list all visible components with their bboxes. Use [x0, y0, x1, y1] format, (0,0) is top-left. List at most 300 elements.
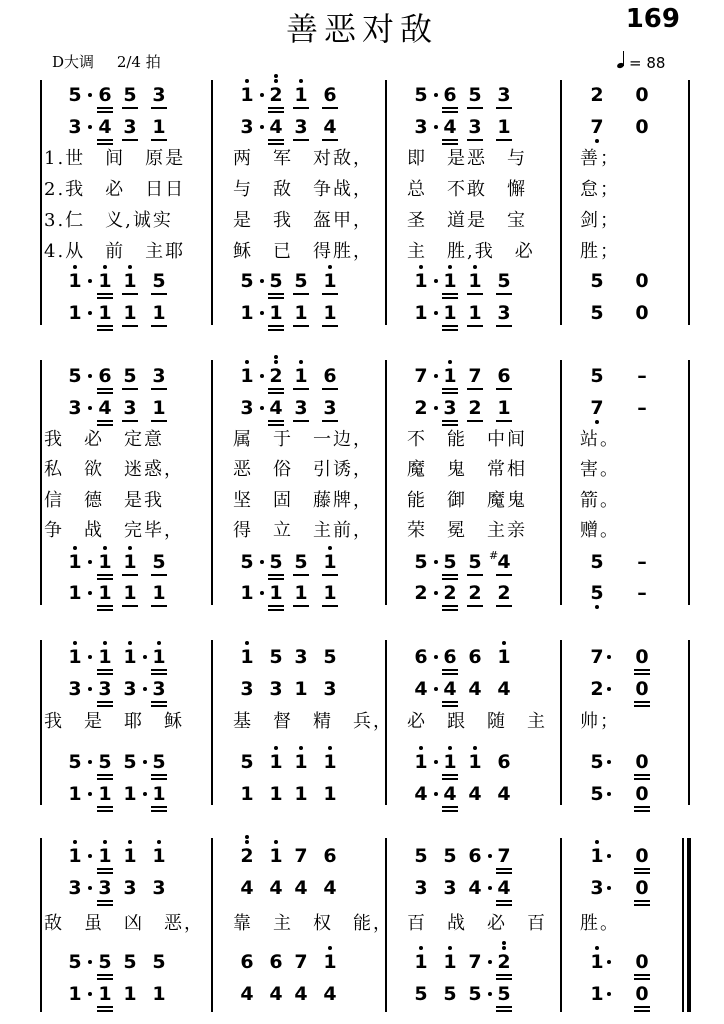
tempo-marking — [617, 50, 665, 72]
note-1: 1 — [292, 85, 310, 105]
underline — [634, 810, 650, 812]
lyric-line: 即 是恶 与 — [407, 148, 527, 169]
augmentation-dot — [434, 655, 438, 659]
note-4: 4 — [267, 117, 285, 137]
augmentation-dot — [434, 93, 438, 97]
note-2: 2 — [466, 398, 484, 418]
augmentation-dot — [488, 960, 492, 964]
augmentation-dot — [434, 760, 438, 764]
note-5: 5 — [443, 983, 457, 1005]
note-1: 1 — [412, 752, 430, 772]
note-5: 5 — [495, 271, 513, 291]
lyric-line: 基 督 精 兵， — [233, 711, 393, 732]
note-7: 7 — [414, 365, 428, 387]
underline — [496, 974, 512, 976]
underline — [97, 806, 113, 808]
underline — [97, 388, 113, 390]
note-4: 4 — [294, 877, 308, 899]
underline — [467, 139, 483, 141]
note-5: 5 — [590, 551, 604, 573]
high-octave-dot — [502, 946, 506, 950]
augmentation-dot — [434, 406, 438, 410]
note-7: 7 — [590, 646, 604, 668]
high-octave-dot — [245, 840, 249, 844]
note-1: 1 — [240, 582, 254, 604]
underline — [496, 978, 512, 980]
note-1: 1 — [150, 784, 168, 804]
note-1: 1 — [96, 271, 114, 291]
barline — [40, 640, 42, 805]
underline — [442, 325, 458, 327]
sustain-dash: – — [637, 397, 647, 419]
note-5: 5 — [121, 85, 139, 105]
underline — [122, 420, 138, 422]
high-octave-dot — [502, 641, 506, 645]
sustain-dash: – — [637, 582, 647, 604]
note-4: 4 — [323, 877, 337, 899]
underline — [97, 111, 113, 113]
underline — [97, 978, 113, 980]
note-4: 4 — [468, 678, 482, 700]
underline — [467, 325, 483, 327]
underline — [151, 605, 167, 607]
high-octave-dot — [103, 840, 107, 844]
note-1: 1 — [294, 678, 308, 700]
note-2: 2 — [414, 582, 428, 604]
note-5: 5 — [588, 583, 606, 603]
note-2: 2 — [495, 583, 513, 603]
note-1: 1 — [66, 647, 84, 667]
note-0: 0 — [633, 647, 651, 667]
note-4: 4 — [441, 784, 459, 804]
barline — [560, 80, 562, 325]
note-4: 4 — [96, 398, 114, 418]
underline — [268, 388, 284, 390]
underline — [442, 774, 458, 776]
augmentation-dot — [88, 93, 92, 97]
high-octave-dot — [245, 360, 249, 364]
note-3: 3 — [68, 678, 82, 700]
augmentation-dot — [88, 560, 92, 564]
lyric-line: 我 是 耶 稣 — [44, 711, 184, 732]
augmentation-dot — [260, 125, 264, 129]
note-1: 1 — [321, 303, 339, 323]
underline — [268, 297, 284, 299]
underline — [293, 107, 309, 109]
note-1: 1 — [267, 303, 285, 323]
underline — [97, 139, 113, 141]
sustain-dash: – — [637, 551, 647, 573]
underline — [97, 904, 113, 906]
underline — [634, 974, 650, 976]
note-0: 0 — [633, 679, 651, 699]
underline — [442, 297, 458, 299]
note-1: 1 — [321, 271, 339, 291]
note-5: 5 — [240, 751, 254, 773]
high-octave-dot — [157, 641, 161, 645]
note-7: 7 — [294, 845, 308, 867]
augmentation-dot — [607, 687, 611, 691]
high-octave-dot — [274, 355, 278, 359]
augmentation-dot — [488, 854, 492, 858]
note-5: 5 — [292, 552, 310, 572]
note-5: 5 — [152, 951, 166, 973]
lyric-line: 箭。 — [580, 490, 620, 511]
underline — [442, 111, 458, 113]
note-3: 3 — [414, 116, 428, 138]
note-5: 5 — [150, 752, 168, 772]
high-octave-dot — [419, 265, 423, 269]
augmentation-dot — [260, 279, 264, 283]
underline — [322, 293, 338, 295]
underline — [268, 107, 284, 109]
key-signature: D大调 — [52, 53, 95, 71]
underline — [634, 669, 650, 671]
lyric-line: 剑； — [580, 210, 620, 231]
note-1: 1 — [96, 647, 114, 667]
underline — [268, 139, 284, 141]
note-5: 5 — [121, 366, 139, 386]
lyric-line: 4.从 前 主耶 — [44, 241, 186, 262]
low-octave-dot — [595, 605, 599, 609]
lyric-line: 敌 虽 凶 恶， — [44, 913, 204, 934]
underline — [151, 107, 167, 109]
underline — [97, 143, 113, 145]
high-octave-dot — [103, 546, 107, 550]
note-6: 6 — [240, 951, 254, 973]
note-6: 6 — [441, 647, 459, 667]
note-1: 1 — [150, 117, 168, 137]
note-5: 5 — [590, 365, 604, 387]
note-1: 1 — [96, 984, 114, 1004]
note-1: 1 — [68, 302, 82, 324]
underline — [151, 293, 167, 295]
underline — [268, 325, 284, 327]
augmentation-dot — [88, 125, 92, 129]
underline — [442, 388, 458, 390]
note-1: 1 — [96, 784, 114, 804]
high-octave-dot — [73, 546, 77, 550]
note-2: 2 — [590, 678, 604, 700]
note-1: 1 — [441, 952, 459, 972]
note-3: 3 — [152, 877, 166, 899]
note-5: 5 — [269, 646, 283, 668]
underline — [97, 701, 113, 703]
underline — [496, 325, 512, 327]
note-1: 1 — [96, 552, 114, 572]
underline — [122, 107, 138, 109]
note-4: 4 — [321, 117, 339, 137]
underline — [442, 420, 458, 422]
note-6: 6 — [96, 85, 114, 105]
underline — [293, 574, 309, 576]
underline — [442, 806, 458, 808]
underline — [442, 605, 458, 607]
high-octave-dot — [274, 746, 278, 750]
note-1: 1 — [150, 303, 168, 323]
augmentation-dot — [260, 311, 264, 315]
augmentation-dot — [260, 93, 264, 97]
augmentation-dot — [260, 406, 264, 410]
note-1: 1 — [121, 271, 139, 291]
underline — [496, 1010, 512, 1012]
note-4: 4 — [497, 678, 511, 700]
note-0: 0 — [633, 984, 651, 1004]
underline — [496, 872, 512, 874]
note-0: 0 — [635, 116, 649, 138]
note-1: 1 — [292, 366, 310, 386]
underline — [442, 574, 458, 576]
note-5: 5 — [414, 551, 428, 573]
note-4: 4 — [441, 679, 459, 699]
note-3: 3 — [96, 679, 114, 699]
underline — [97, 705, 113, 707]
lyric-line: 与 敌 争战， — [233, 179, 373, 200]
note-1: 1 — [323, 783, 337, 805]
underline — [293, 293, 309, 295]
note-5: 5 — [466, 85, 484, 105]
high-octave-dot — [448, 265, 452, 269]
note-4: 4 — [269, 983, 283, 1005]
underline — [268, 424, 284, 426]
note-1: 1 — [441, 752, 459, 772]
underline — [97, 1006, 113, 1008]
note-6: 6 — [497, 751, 511, 773]
lyric-line: 我 必 定意 — [44, 429, 164, 450]
high-octave-dot — [103, 641, 107, 645]
barline — [385, 360, 387, 605]
augmentation-dot — [260, 591, 264, 595]
augmentation-dot — [434, 560, 438, 564]
lyric-line: 稣 已 得胜， — [233, 241, 373, 262]
underline — [97, 609, 113, 611]
augmentation-dot — [607, 792, 611, 796]
augmentation-dot — [88, 960, 92, 964]
high-octave-dot — [128, 840, 132, 844]
note-3: 3 — [321, 398, 339, 418]
underline — [322, 605, 338, 607]
augmentation-dot — [434, 792, 438, 796]
underline — [634, 778, 650, 780]
note-6: 6 — [495, 366, 513, 386]
underline — [442, 293, 458, 295]
underline — [634, 868, 650, 870]
page-title: 善恶对敌 — [285, 10, 438, 48]
underline — [268, 609, 284, 611]
augmentation-dot — [143, 655, 147, 659]
note-1: 1 — [121, 552, 139, 572]
underline — [467, 420, 483, 422]
lyric-line: 百 战 必 百 — [407, 913, 547, 934]
low-octave-dot — [595, 420, 599, 424]
underline — [268, 111, 284, 113]
high-octave-dot — [502, 941, 506, 945]
underline — [97, 574, 113, 576]
note-4: 4 — [414, 678, 428, 700]
lyric-line: 必 跟 随 主 — [407, 711, 547, 732]
underline — [151, 669, 167, 671]
lyric-line: 总 不敢 懈 — [407, 179, 527, 200]
note-6: 6 — [321, 85, 339, 105]
underline — [97, 297, 113, 299]
note-3: 3 — [123, 678, 137, 700]
note-1: 1 — [121, 303, 139, 323]
low-octave-dot — [595, 139, 599, 143]
underline — [97, 774, 113, 776]
augmentation-dot — [88, 374, 92, 378]
barline — [211, 80, 213, 325]
lyric-line: 胜。 — [580, 913, 620, 934]
underline — [151, 778, 167, 780]
note-0: 0 — [635, 302, 649, 324]
lyric-line: 3.仁 义,诚实 — [44, 210, 173, 231]
underline — [97, 578, 113, 580]
underline — [322, 139, 338, 141]
barline — [688, 360, 690, 605]
augmentation-dot — [260, 374, 264, 378]
note-1: 1 — [441, 366, 459, 386]
lyric-line: 坚 固 藤牌， — [233, 490, 373, 511]
underline — [496, 388, 512, 390]
underline — [322, 388, 338, 390]
note-4: 4 — [294, 983, 308, 1005]
note-5: 5 — [466, 552, 484, 572]
note-4: 4 # — [495, 552, 513, 572]
note-6: 6 — [321, 366, 339, 386]
underline — [122, 574, 138, 576]
note-5: 5 — [240, 551, 254, 573]
underline — [97, 107, 113, 109]
lyric-line: 两 军 对敌， — [233, 148, 373, 169]
note-1: 1 — [267, 752, 285, 772]
underline — [151, 325, 167, 327]
high-octave-dot — [448, 946, 452, 950]
note-1: 1 — [68, 783, 82, 805]
lyric-line: 能 御 魔鬼 — [407, 490, 527, 511]
underline — [442, 143, 458, 145]
underline — [268, 329, 284, 331]
barline — [688, 640, 690, 805]
note-1: 1 — [466, 271, 484, 291]
barline — [211, 360, 213, 605]
augmentation-dot — [607, 760, 611, 764]
high-octave-dot — [328, 265, 332, 269]
underline — [634, 673, 650, 675]
note-4: 4 — [269, 877, 283, 899]
augmentation-dot — [143, 792, 147, 796]
note-5: 5 — [414, 845, 428, 867]
underline — [467, 293, 483, 295]
underline — [97, 669, 113, 671]
lyric-line: 属 于 一边， — [233, 429, 373, 450]
note-1: 1 — [96, 846, 114, 866]
lyric-line: 不 能 中间 — [407, 429, 527, 450]
note-2: 2 — [267, 85, 285, 105]
note-5: 5 — [240, 270, 254, 292]
underline — [97, 673, 113, 675]
high-octave-dot — [157, 840, 161, 844]
note-3: 3 — [68, 877, 82, 899]
note-6: 6 — [269, 951, 283, 973]
underline — [268, 578, 284, 580]
barline — [40, 360, 42, 605]
underline — [634, 872, 650, 874]
augmentation-dot — [488, 886, 492, 890]
note-2: 2 — [238, 846, 256, 866]
note-0: 0 — [635, 84, 649, 106]
augmentation-dot — [260, 560, 264, 564]
note-5: 5 — [443, 845, 457, 867]
note-3: 3 — [466, 117, 484, 137]
note-3: 3 — [240, 397, 254, 419]
note-4: 4 — [495, 878, 513, 898]
high-octave-dot — [245, 79, 249, 83]
high-octave-dot — [473, 265, 477, 269]
high-octave-dot — [299, 360, 303, 364]
note-7: 7 — [495, 846, 513, 866]
high-octave-dot — [299, 79, 303, 83]
note-1: 1 — [588, 952, 606, 972]
underline — [97, 1010, 113, 1012]
underline — [634, 1006, 650, 1008]
underline — [293, 139, 309, 141]
key-info — [52, 51, 179, 72]
note-4: 4 — [414, 783, 428, 805]
note-2: 2 — [466, 583, 484, 603]
high-octave-dot — [73, 641, 77, 645]
note-5: 5 — [292, 271, 310, 291]
high-octave-dot — [128, 265, 132, 269]
lyric-line: 站。 — [580, 429, 620, 450]
note-1: 1 — [321, 552, 339, 572]
note-0: 0 — [633, 878, 651, 898]
underline — [151, 673, 167, 675]
note-4: 4 — [240, 877, 254, 899]
underline — [496, 904, 512, 906]
note-5: 5 — [495, 984, 513, 1004]
barline — [40, 838, 42, 1012]
underline — [467, 388, 483, 390]
note-0: 0 — [635, 270, 649, 292]
underline — [97, 872, 113, 874]
note-1: 1 — [123, 783, 137, 805]
high-octave-dot — [595, 840, 599, 844]
augmentation-dot — [434, 279, 438, 283]
underline — [97, 293, 113, 295]
note-1: 1 — [441, 303, 459, 323]
high-octave-dot — [328, 546, 332, 550]
augmentation-dot — [88, 311, 92, 315]
barline — [211, 838, 213, 1012]
lyric-line: 争 战 完毕， — [44, 520, 184, 541]
high-octave-dot — [274, 79, 278, 83]
augmentation-dot — [143, 687, 147, 691]
augmentation-dot — [88, 886, 92, 890]
lyric-line: 帅； — [580, 711, 620, 732]
augmentation-dot — [434, 374, 438, 378]
underline — [634, 900, 650, 902]
augmentation-dot — [88, 992, 92, 996]
underline — [268, 392, 284, 394]
note-4: 4 — [468, 783, 482, 805]
note-1: 1 — [495, 117, 513, 137]
note-5: 5 — [68, 751, 82, 773]
lyric-line: 主 胜,我 必 — [407, 241, 535, 262]
underline — [151, 774, 167, 776]
note-3: 3 — [150, 679, 168, 699]
note-5: 5 — [68, 84, 82, 106]
note-4: 4 — [96, 117, 114, 137]
